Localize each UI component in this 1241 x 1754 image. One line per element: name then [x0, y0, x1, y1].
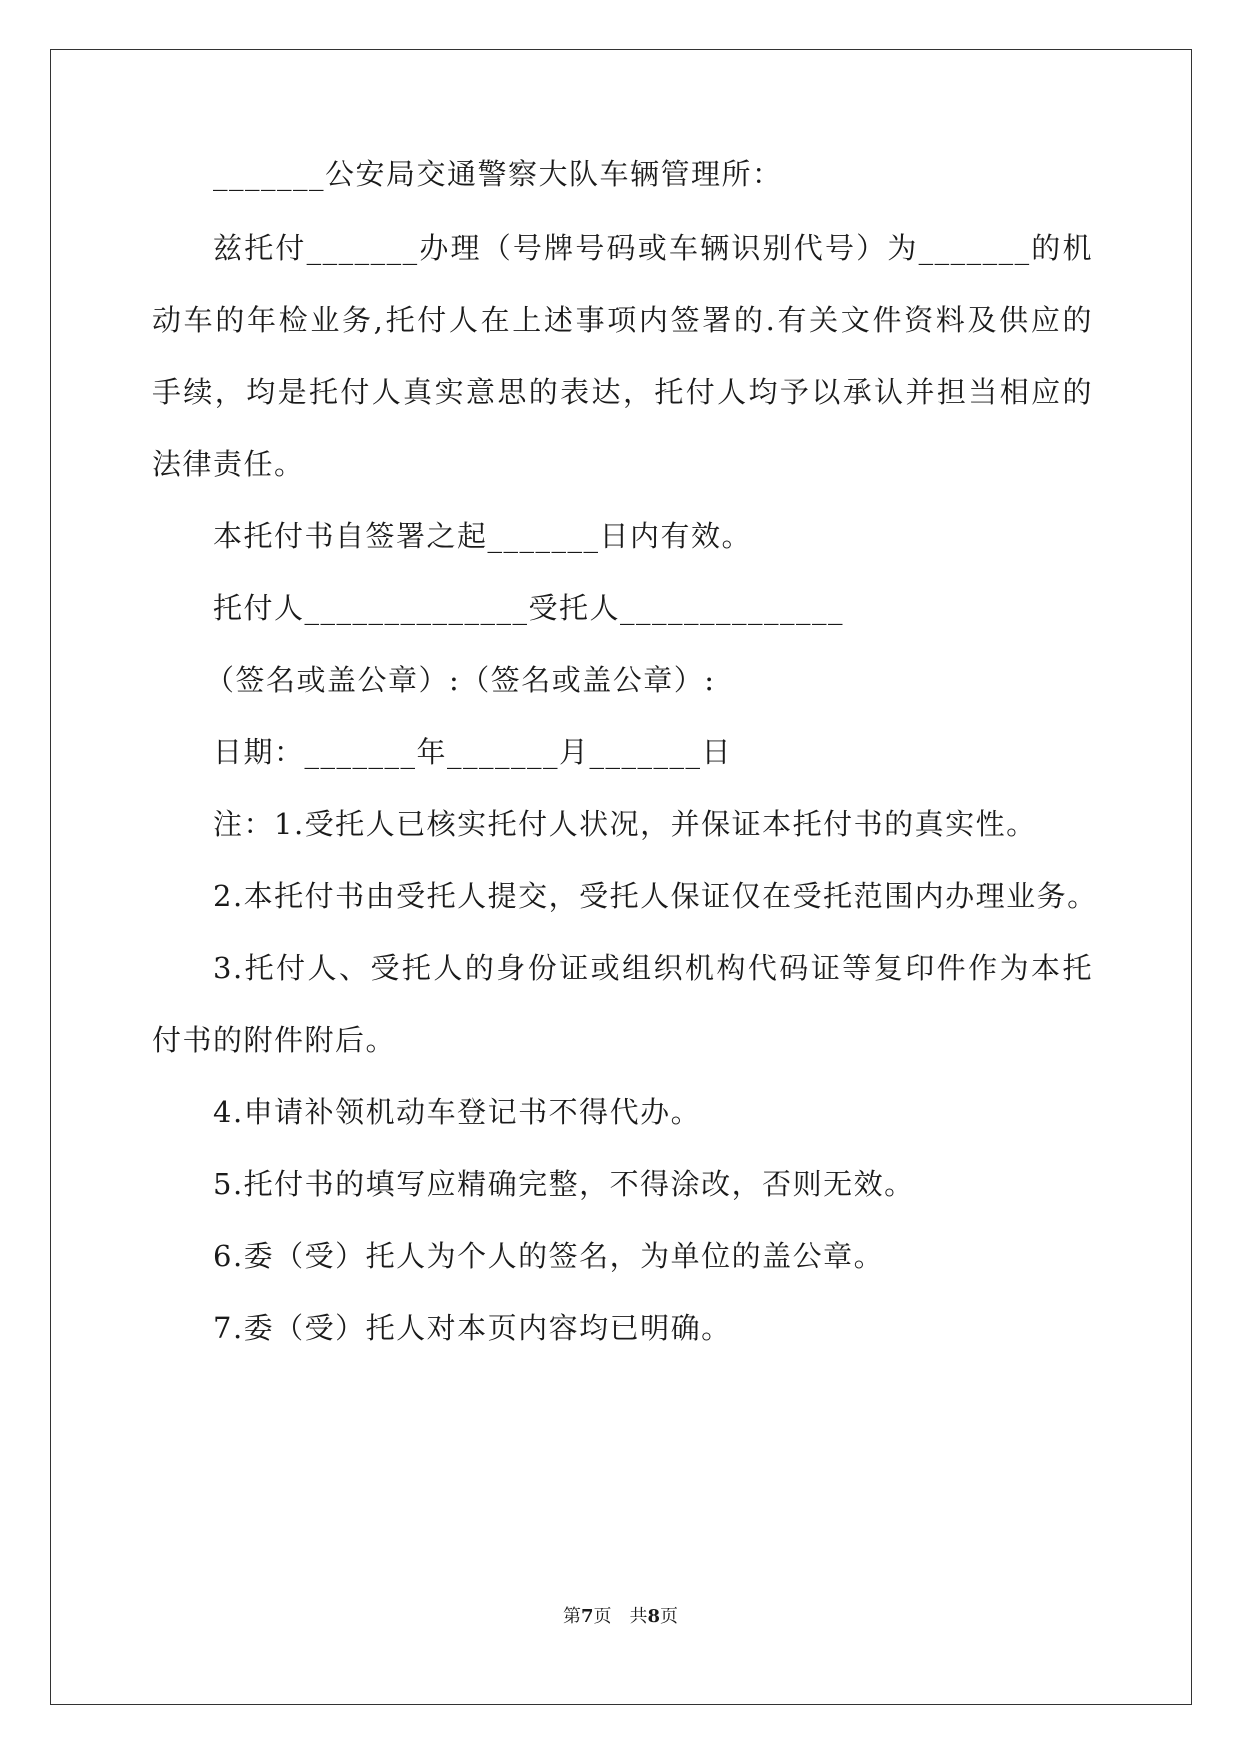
body-line-1: 兹托付_______办理（号牌号码或车辆识别代号）为_______的机	[213, 231, 1093, 265]
page-label-prefix: 第	[562, 1606, 581, 1627]
addressee-line: _______公安局交通警察大队车辆管理所：	[213, 157, 783, 191]
note-1: 注：1.受托人已核实托付人状况，并保证本托付书的真实性。	[213, 807, 1037, 841]
note-5: 5.托付书的填写应精确完整，不得涂改，否则无效。	[213, 1167, 915, 1201]
page-number-footer	[0, 1602, 1241, 1628]
page-label-mid: 页 共	[593, 1606, 648, 1627]
note-6: 6.委（受）托人为个人的签名，为单位的盖公章。	[213, 1239, 885, 1273]
note-2: 2.本托付书由受托人提交，受托人保证仅在受托范围内办理业务。	[213, 879, 1098, 913]
page-border	[50, 49, 1192, 1705]
page-total: 8	[647, 1606, 661, 1627]
page-current: 7	[580, 1606, 594, 1627]
signatories-line: 托付人______________受托人______________	[213, 591, 845, 625]
note-7: 7.委（受）托人对本页内容均已明确。	[213, 1311, 732, 1345]
note-3: 3.托付人、受托人的身份证或组织机构代码证等复印件作为本托	[213, 951, 1093, 985]
note-3-continued: 付书的附件附后。	[152, 1023, 397, 1057]
page-label-suffix: 页	[660, 1606, 679, 1627]
body-line-3: 手续，均是托付人真实意思的表达，托付人均予以承认并担当相应的	[152, 375, 1093, 409]
date-line: 日期：_______年_______月_______日	[213, 735, 733, 769]
signature-note-line: （签名或盖公章）:（签名或盖公章）:	[205, 663, 716, 697]
note-4: 4.申请补领机动车登记书不得代办。	[213, 1095, 702, 1129]
body-line-4: 法律责任。	[152, 447, 305, 481]
validity-line: 本托付书自签署之起_______日内有效。	[213, 519, 753, 553]
body-line-2: 动车的年检业务,托付人在上述事项内签署的.有关文件资料及供应的	[152, 303, 1093, 337]
